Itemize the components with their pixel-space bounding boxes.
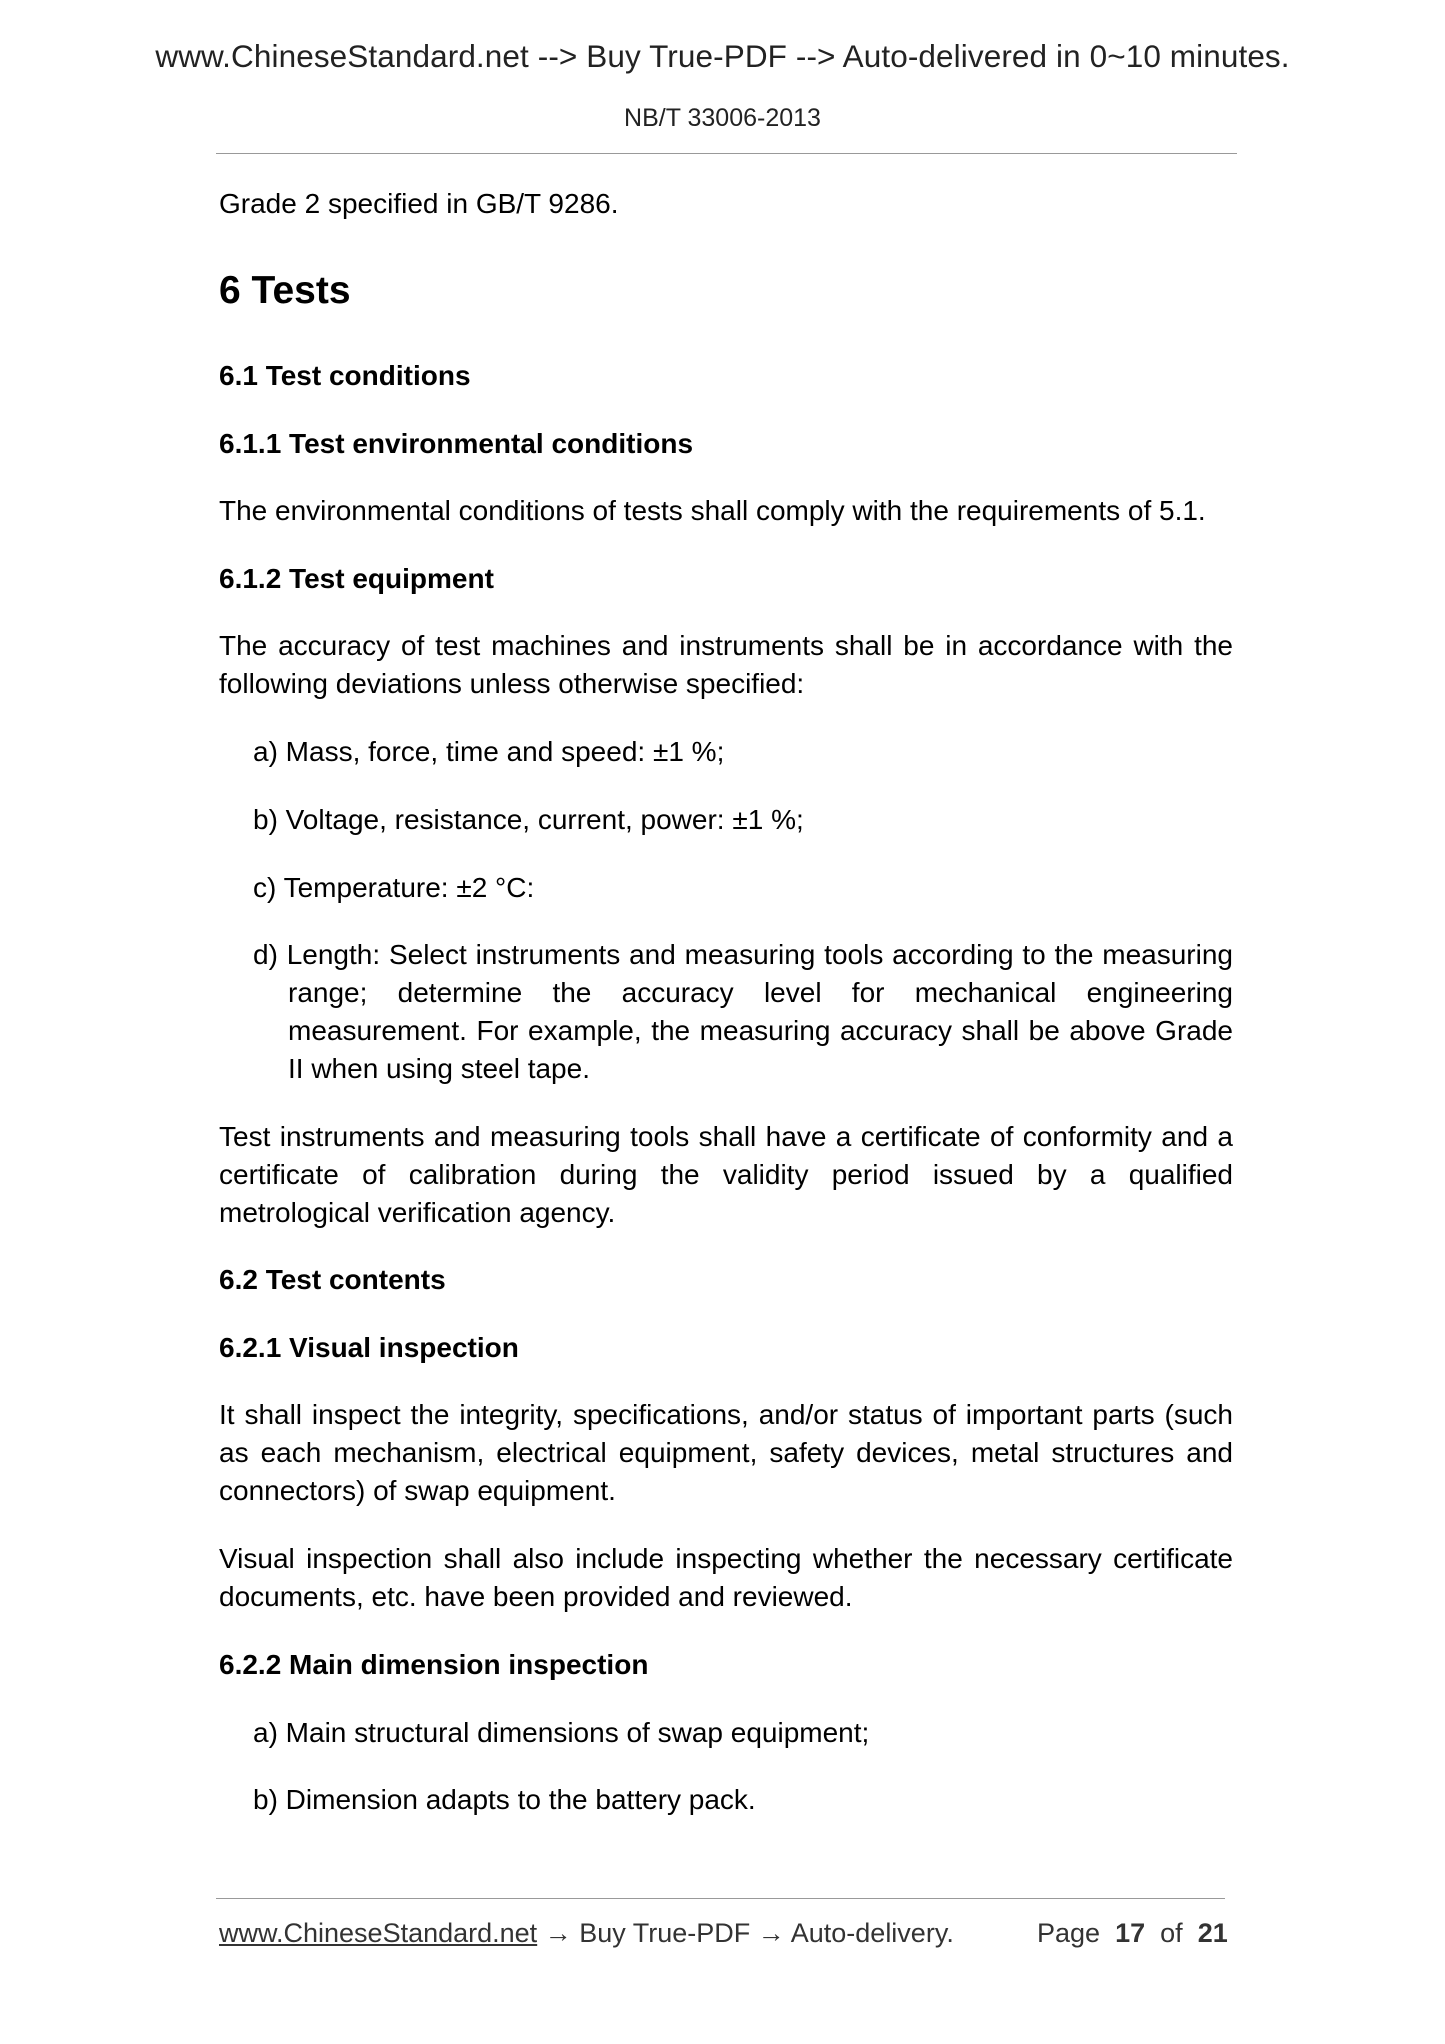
footer-tagline: → Buy True-PDF → Auto-delivery. — [537, 1918, 954, 1948]
paragraph-certificate: Test instruments and measuring tools shall have a certificate of conformity and a certificate of calibration during the validity period issued by a qualified metrological verification agency. — [219, 1121, 1233, 1228]
footer-website-link[interactable]: www.ChineseStandard.net — [219, 1918, 538, 1948]
paragraph-6-2-1-a: It shall inspect the integrity, specifications, and/or status of important parts (such as each mechanism, electrical equipment, safety devices, metal structures and connectors) of swap equipment. — [219, 1399, 1233, 1506]
list-item: a) Mass, force, time and speed: ±1 %; — [253, 736, 725, 767]
section-heading-6-1-1: 6.1.1 Test environmental conditions — [219, 428, 694, 459]
section-heading-6: 6 Tests — [219, 269, 351, 312]
list-item: a) Main structural dimensions of swap equipment; — [253, 1717, 870, 1748]
paragraph-6-1-2: The accuracy of test machines and instruments shall be in accordance with the following deviations unless otherwise specified: — [219, 630, 1233, 699]
of-label: of — [1160, 1918, 1183, 1948]
page-label: Page — [1037, 1918, 1101, 1948]
list-item: b) Voltage, resistance, current, power: ±1 %; — [253, 804, 804, 835]
section-heading-6-1: 6.1 Test conditions — [219, 360, 471, 391]
list-item: d) Length: Select instruments and measuring tools according to the measuring range; determine the accuracy level for mechanical engineering measurement. For example, the measuring accuracy shall be above Grade II when using steel tape. — [253, 939, 1233, 1084]
paragraph-6-2-1-b: Visual inspection shall also include inspecting whether the necessary certificate documents, etc. have been provided and reviewed. — [219, 1543, 1233, 1612]
header-banner: www.ChineseStandard.net --> Buy True-PDF --> Auto-delivered in 0~10 minutes. — [155, 38, 1290, 74]
section-heading-6-1-2: 6.1.2 Test equipment — [219, 563, 494, 594]
document-number: NB/T 33006-2013 — [624, 104, 821, 132]
footer-left — [219, 1918, 954, 1949]
page-total: 21 — [1197, 1918, 1228, 1948]
list-item: b) Dimension adapts to the battery pack. — [253, 1784, 756, 1815]
paragraph-6-1-1: The environmental conditions of tests shall comply with the requirements of 5.1. — [219, 495, 1206, 526]
page-indicator — [1037, 1918, 1228, 1949]
list-item: c) Temperature: ±2 °C: — [253, 872, 535, 903]
paragraph-grade: Grade 2 specified in GB/T 9286. — [219, 188, 619, 219]
section-heading-6-2-2: 6.2.2 Main dimension inspection — [219, 1649, 649, 1680]
footer-divider — [216, 1898, 1225, 1899]
section-heading-6-2: 6.2 Test contents — [219, 1264, 446, 1295]
page-current: 17 — [1115, 1918, 1146, 1948]
section-heading-6-2-1: 6.2.1 Visual inspection — [219, 1332, 519, 1363]
